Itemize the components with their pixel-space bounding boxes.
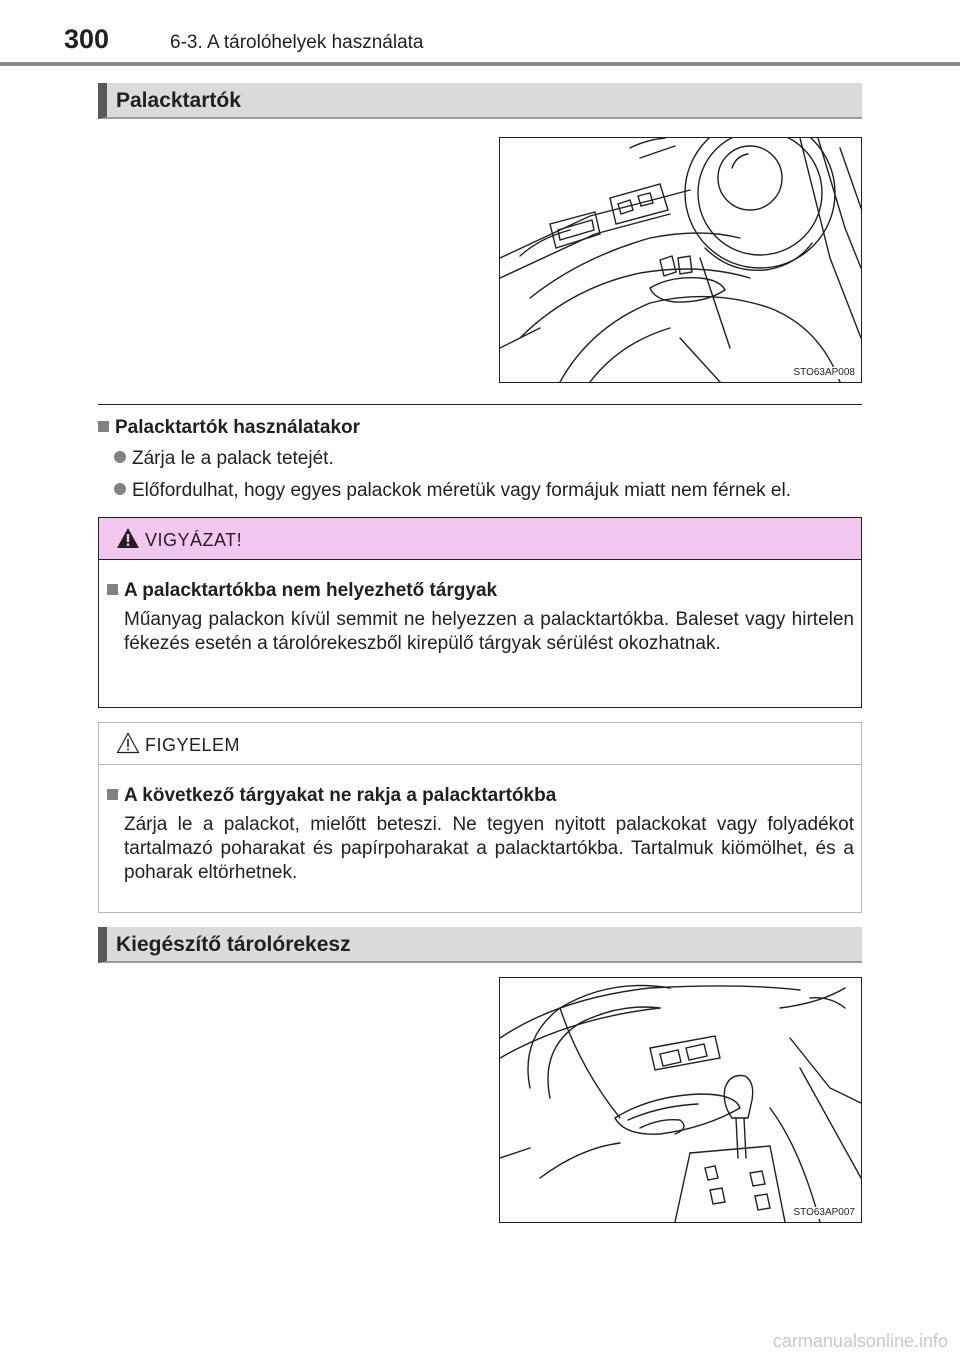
notice-box — [98, 722, 862, 913]
header-rule — [0, 62, 960, 66]
page-header — [0, 0, 960, 66]
notice-header — [99, 723, 861, 765]
chapter-title: 6-3. A tárolóhelyek használata — [170, 32, 424, 53]
section-title: Kiegészítő tárolórekesz — [116, 933, 351, 956]
square-bullet-icon — [107, 584, 118, 595]
square-bullet-icon — [107, 789, 118, 800]
list-item — [114, 448, 334, 470]
notice-text: Zárja le a palackot, mielőtt beteszi. Ne tegyen nyitott palackokat vagy folyadékot tartalmazó poharakat és papírpoharakat a palacktartókba. Tartalmuk kiömölhet, és a poharak eltörhetnek. — [124, 814, 854, 883]
list-item-text: Előfordulhat, hogy egyes palackok méretük vagy formájuk miatt nem férnek el. — [132, 480, 791, 501]
square-bullet-icon — [98, 421, 109, 432]
figure-auxiliary-box — [499, 977, 862, 1223]
usage-heading — [98, 417, 360, 439]
figure-code: STO63AP007 — [793, 1207, 855, 1218]
round-bullet-icon — [114, 451, 126, 463]
caution-title-text: A palacktartókba nem helyezhető tárgyak — [124, 580, 498, 601]
caution-label: VIGYÁZAT! — [145, 530, 243, 550]
usage-heading-text: Palacktartók használatakor — [115, 417, 361, 438]
notice-label: FIGYELEM — [145, 735, 241, 755]
footer-site-logo: carmanualsonline.info — [772, 1331, 948, 1351]
auxiliary-box-illustration — [500, 978, 861, 1222]
notice-triangle-icon — [116, 732, 140, 754]
caution-text: Műanyag palackon kívül semmit ne helyezzen a palacktartókba. Baleset vagy hirtelen fékezés esetén a tárolórekeszből kirepülő tárgyak sérülést okozhatnak. — [124, 609, 854, 654]
section-heading-bottle-holders — [98, 83, 862, 119]
caution-header — [99, 518, 861, 560]
bottle-holder-illustration — [500, 138, 861, 382]
round-bullet-icon — [114, 483, 126, 495]
section-heading-auxiliary-box — [98, 927, 862, 963]
notice-title-text: A következő tárgyakat ne rakja a palacktartókba — [124, 785, 557, 806]
figure-bottle-holder — [499, 137, 862, 383]
caution-title — [107, 580, 497, 602]
list-item — [114, 480, 791, 502]
figure-code: STO63AP008 — [793, 367, 855, 378]
divider-rule — [98, 404, 862, 405]
list-item-text: Zárja le a palack tetejét. — [132, 448, 334, 469]
caution-box — [98, 517, 862, 708]
page-number: 300 — [64, 24, 110, 54]
warning-triangle-icon — [116, 527, 140, 549]
section-title: Palacktartók — [116, 89, 241, 112]
notice-title — [107, 785, 556, 807]
